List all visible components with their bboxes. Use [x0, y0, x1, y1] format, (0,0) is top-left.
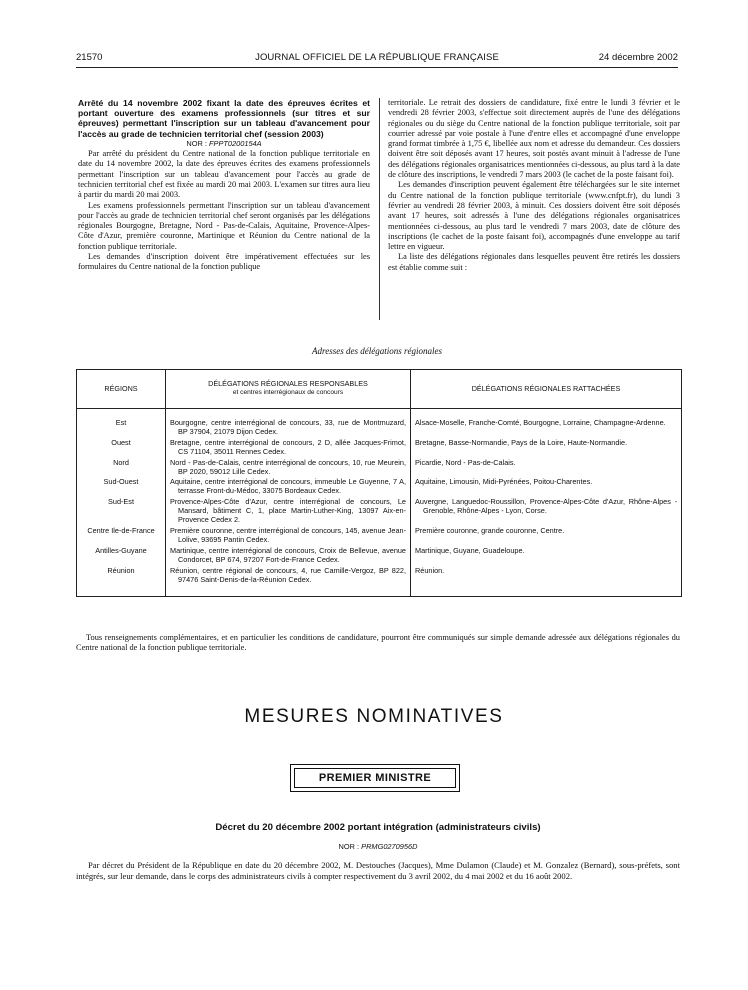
nor-code: FPPT0200154A [209, 138, 262, 148]
arrete-paragraph: Les examens professionnels permettant l'inscription sur un tableau d'avancement pour l'accès au grade de technicien territorial chef seront organisés par les délégations régionales Bourgogne, Bretagne, Nord - Pas-de-Calais, Aquitaine, Provence-Alpes-Côte d'Azur, première couronne, Martinique et Réunion du Centre national de la fonction publique territoriale. [78, 200, 370, 251]
nor-code: PRMG0270956D [361, 842, 418, 851]
responsable-cell [166, 567, 411, 597]
column-header-rattachees: DÉLÉGATIONS RÉGIONALES RATTACHÉES [411, 370, 682, 409]
region-cell: Est [77, 409, 166, 439]
arrete-paragraph: La liste des délégations régionales dans lesquelles peuvent être retirés les dossiers est établie comme suit : [388, 252, 680, 272]
note-text: Tous renseignements complémentaires, et en particulier les conditions de candidature, pourront être communiqués sur simple demande adressée aux délégations régionales du Centre national de la fonction publique territoriale. [76, 633, 680, 653]
responsable-text: Provence-Alpes-Côte d'Azur, centre interrégional de concours, Le Mansard, bâtiment C, 1, place Martin-Luther-King, 13097 Aix-en-Provence Cedex 2. [170, 497, 406, 525]
region-cell: Sud-Ouest [77, 478, 166, 498]
table-row [77, 439, 682, 459]
region-cell: Antilles-Guyane [77, 547, 166, 567]
column-separator [379, 98, 380, 320]
ministry-label: PREMIER MINISTRE [294, 768, 456, 788]
header-rule [76, 67, 678, 68]
table-header-row [77, 370, 682, 409]
responsable-text: Aquitaine, centre interrégional de concours, immeuble Le Guyenne, 7 A, terrasse Front-du-Médoc, 33075 Bordeaux Cedex. [170, 477, 406, 496]
nor-label: NOR : [186, 138, 207, 148]
table-row [77, 547, 682, 567]
rattachee-cell [411, 478, 682, 498]
decret-body [76, 860, 680, 881]
table-row [77, 409, 682, 439]
decret-nor [76, 842, 680, 851]
complementary-note [76, 633, 680, 654]
delegations-table [76, 369, 682, 597]
arrete-nor [78, 139, 370, 149]
responsable-text: Nord - Pas-de-Calais, centre interrégional de concours, 10, rue Meurein, BP 2020, 59012 Lille Cedex. [170, 457, 406, 476]
decret-title: Décret du 20 décembre 2002 portant intégration (administrateurs civils) [215, 822, 541, 833]
region-cell: Nord [77, 459, 166, 479]
responsable-text: Bretagne, centre interrégional de concours, 2 D, allée Jacques-Frimot, CS 71104, 35011 Rennes Cedex. [170, 437, 406, 456]
arrete-paragraph: Les demandes d'inscription doivent être impérativement effectuées sur les formulaires du Centre national de la fonction publique [78, 252, 370, 272]
table-row [77, 527, 682, 547]
rattachee-text: Première couronne, grande couronne, Centre. [415, 525, 565, 535]
responsable-text: Réunion, centre régional de concours, 4, rue Camille-Vergoz, BP 822, 97476 Saint-Denis-de-la-Réunion Cedex. [170, 565, 406, 584]
page-number: 21570 [76, 52, 103, 63]
rattachee-cell [411, 498, 682, 527]
table-row [77, 498, 682, 527]
rattachee-cell [411, 567, 682, 597]
rattachee-cell [411, 439, 682, 459]
rattachee-text: Picardie, Nord - Pas-de-Calais. [415, 457, 516, 467]
responsable-cell [166, 547, 411, 567]
rattachee-cell [411, 527, 682, 547]
issue-date: 24 décembre 2002 [598, 52, 678, 63]
arrete-paragraph: Par arrêté du président du Centre national de la fonction publique territoriale en date du 14 novembre 2002, la date des épreuves écrites des examens professionnels permettant l'inscription sur un tableau d'avancement pour l'accès au grade de technicien territorial chef est fixée au mardi 20 mai 2003. L'examen sur titres aura lieu à partir du mardi 20 mai 2003. [78, 149, 370, 200]
rattachee-cell [411, 459, 682, 479]
responsable-cell [166, 527, 411, 547]
responsable-text: Bourgogne, centre interrégional de concours, 33, rue de Montmuzard, BP 37904, 21079 Dijon Cedex. [170, 418, 406, 436]
journal-title: JOURNAL OFFICIEL DE LA RÉPUBLIQUE FRANÇAISE [255, 52, 499, 63]
region-cell: Centre Ile-de-France [77, 527, 166, 547]
arrete-paragraph: territoriale. Le retrait des dossiers de candidature, fixé entre le lundi 3 février et le vendredi 28 février 2003, s'effectue soit directement auprès de l'une des délégations régionales ou du siège du Centre national de la fonction publique territoriale, soit par courrier adressé par voie postale à l'une d'entre elles et accompagné d'une enveloppe grand format timbrée à 1,75 €, libellée aux nom et adresse du demandeur. Ces dossiers doivent être soit déposés avant 17 heures, soit postés avant minuit à l'adresse de l'une des délégations régionales organisatrices mentionnées ci-dessous, au plus tard à la date de clôture des inscriptions, le vendredi 7 mars 2003 (le cachet de la poste faisant foi). [388, 98, 680, 180]
left-column [78, 98, 370, 273]
responsable-text: Première couronne, centre interrégional de concours, 145, avenue Jean-Lolive, 93695 Pantin Cedex. [170, 525, 406, 544]
arrete-title: Arrêté du 14 novembre 2002 fixant la date des épreuves écrites et portant ouverture des examens professionnels (sur titres et sur épreuves) permettant l'inscription sur un tableau d'avancement pour l'accès au grade de technicien territorial chef (session 2003) [78, 98, 370, 139]
rattachee-text: Aquitaine, Limousin, Midi-Pyrénées, Poitou-Charentes. [415, 477, 593, 487]
right-column [388, 98, 680, 273]
responsable-text: Martinique, centre interrégional de concours, Croix de Bellevue, avenue Condorcet, BP 674, 97207 Fort-de-France Cedex. [170, 545, 406, 564]
nor-label: NOR : [338, 842, 360, 851]
responsable-cell [166, 498, 411, 527]
page-header [76, 50, 678, 66]
column-header-regions: RÉGIONS [77, 370, 166, 409]
region-cell: Ouest [77, 439, 166, 459]
arrete-paragraph: Les demandes d'inscription peuvent également être téléchargées sur le site internet du Centre national de la fonction publique territoriale (www.cnfpt.fr), du lundi 3 février au vendredi 28 février 2003, à minuit. Ces dossiers doivent être soit déposés avant 17 heures, soit adressés à l'une des délégations régionales organisatrices mentionnées ci-dessous, au plus tard le vendredi 7 mars 2003, date de clôture des inscriptions (le cachet de la poste faisant foi), accompagnés d'une enveloppe au tarif lettre en vigueur. [388, 180, 680, 252]
rattachee-text: Auvergne, Languedoc-Roussillon, Provence-Alpes-Côte d'Azur, Rhône-Alpes - Grenoble, Rhône-Alpes - Lyon, Corse. [415, 497, 677, 516]
rattachee-text: Réunion. [415, 565, 445, 575]
ministry-box [290, 764, 460, 792]
responsable-cell [166, 409, 411, 439]
rattachee-text: Martinique, Guyane, Guadeloupe. [415, 545, 525, 555]
responsable-cell [166, 478, 411, 498]
rattachee-text: Alsace-Moselle, Franche-Comté, Bourgogne, Lorraine, Champagne-Ardenne. [415, 418, 666, 427]
table-row [77, 478, 682, 498]
responsable-cell [166, 459, 411, 479]
section-heading-mesures: MESURES NOMINATIVES [244, 706, 504, 727]
table-row [77, 459, 682, 479]
column-header-label: DÉLÉGATIONS RÉGIONALES RESPONSABLES [208, 379, 368, 389]
rattachee-cell [411, 409, 682, 439]
region-cell: Réunion [77, 567, 166, 597]
column-header-responsables [166, 370, 411, 409]
rattachee-cell [411, 547, 682, 567]
rattachee-text: Bretagne, Basse-Normandie, Pays de la Loire, Haute-Normandie. [415, 437, 628, 447]
decret-text: Par décret du Président de la République en date du 20 décembre 2002, M. Destouches (Jacques), Mme Dulamon (Claude) et M. Gonzalez (Bernard), sous-préfets, sont intégrés, sur leur demande, dans le corps des administrateurs civils à compter respectivement du 3 avril 2002, du 4 mai 2002 et du 16 août 2002. [76, 860, 680, 881]
table-caption: Adresses des délégations régionales [312, 346, 442, 356]
table-row [77, 567, 682, 597]
column-header-subtitle: et centres interrégionaux de concours [232, 389, 344, 396]
region-cell: Sud-Est [77, 498, 166, 527]
responsable-cell [166, 439, 411, 459]
